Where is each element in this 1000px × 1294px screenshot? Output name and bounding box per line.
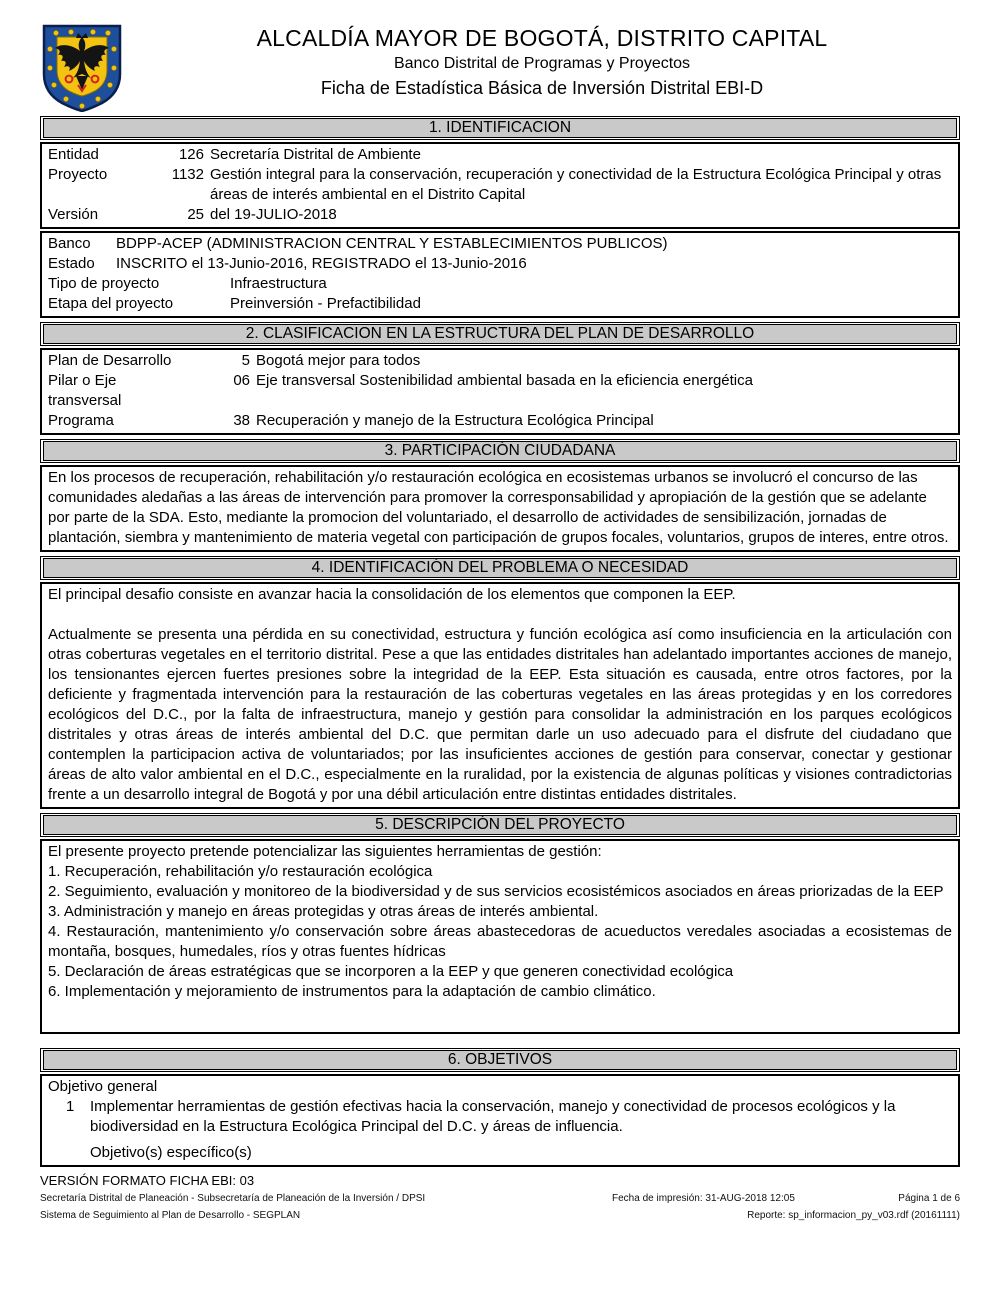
section1-title: 1. IDENTIFICACION [43, 118, 957, 138]
field-label: Plan de Desarrollo [48, 352, 172, 369]
objetivo-number: 1 [66, 1098, 75, 1115]
field-row-etapa-proyecto [48, 294, 952, 314]
section4-header [40, 556, 960, 580]
field-value: INSCRITO el 13-Junio-2016, REGISTRADO el 13-Junio-2016 [116, 255, 527, 272]
field-number: 25 [187, 206, 204, 223]
field-value: Recuperación y manejo de la Estructura Ecológica Principal [256, 412, 654, 429]
section6-header [40, 1048, 960, 1072]
field-label: Tipo de proyecto [48, 275, 160, 292]
section2-title: 2. CLASIFICACION EN LA ESTRUCTURA DEL PLAN DE DESARROLLO [43, 324, 957, 344]
section1-header [40, 116, 960, 140]
objetivos-box [40, 1074, 960, 1167]
header-subtitle: Banco Distrital de Programas y Proyectos [393, 55, 691, 72]
objetivo-general-item [48, 1097, 952, 1137]
field-row-programa [48, 411, 952, 431]
field-label: Entidad [48, 146, 99, 163]
field-row-proyecto [48, 165, 952, 205]
identification-box [40, 142, 960, 229]
field-row-entidad [48, 145, 952, 165]
field-label: Banco [48, 235, 91, 252]
section4-title: 4. IDENTIFICACIÓN DEL PROBLEMA O NECESIDAD [43, 558, 957, 578]
section3-title: 3. PARTICIPACIÓN CIUDADANA [43, 441, 957, 461]
field-value: Bogotá mejor para todos [256, 352, 421, 369]
field-number: 5 [241, 352, 250, 369]
field-row-banco [48, 234, 952, 254]
descripcion-line: 1. Recuperación, rehabilitación y/o restauración ecológica [48, 863, 433, 880]
section2-header [40, 322, 960, 346]
footer-system: Sistema de Seguimiento al Plan de Desarrollo - SEGPLAN [40, 1210, 301, 1221]
document-header [40, 22, 960, 112]
footer-entity: Secretaría Distrital de Planeación - Subsecretaría de Planeación de la Inversión / DPSI [40, 1193, 426, 1204]
clasificacion-box [40, 348, 960, 435]
field-number: 1132 [171, 166, 204, 183]
section5-header [40, 813, 960, 837]
field-value: del 19-JULIO-2018 [210, 206, 337, 223]
objetivos-especificos-label: Objetivo(s) específico(s) [90, 1144, 252, 1161]
objetivo-text: Implementar herramientas de gestión efectivas hacia la conservación, manejo y conectividad de procesos ecológicos y la biodiversidad en la Estructura Ecológica Principal del D.C. y áreas de influencia. [90, 1098, 896, 1135]
field-row-estado [48, 254, 952, 274]
field-value: Preinversión - Prefactibilidad [230, 295, 421, 312]
field-label: Estado [48, 255, 95, 272]
descripcion-line: 3. Administración y manejo en áreas protegidas y otras áreas de interés ambiental. [48, 903, 599, 920]
problema-paragraph-1: El principal desafio consiste en avanzar hacia la consolidación de los elementos que componen la EEP. [48, 586, 736, 603]
header-doc-type: Ficha de Estadística Básica de Inversión Distrital EBI-D [320, 78, 764, 98]
field-number: 126 [178, 146, 204, 163]
field-value: Gestión integral para la conservación, recuperación y conectividad de la Estructura Ecológica Principal y otras áreas de interés ambiental en el Distrito Capital [210, 166, 942, 203]
field-row-pilar [48, 371, 952, 411]
field-row-plan [48, 351, 952, 371]
field-label: Versión [48, 206, 99, 223]
descripcion-line: El presente proyecto pretende potencializar las siguientes herramientas de gestión: [48, 843, 602, 860]
section5-title: 5. DESCRIPCIÓN DEL PROYECTO [43, 815, 957, 835]
section3-header [40, 439, 960, 463]
participacion-paragraph: En los procesos de recuperación, rehabilitación y/o restauración ecológica en ecosistemas urbanos se involucró el concurso de las comunidades aledañas a las áreas de intervención para promover la corresponsabilidad y apropiación de la gestión que se adelante por parte de la SDA. Esto, mediante la promocion del voluntariado, el desarrollo de actividades de sensibilización, jornadas de plantación, siembra y mantenimiento de materia vegetal con participación de grupos focales, voluntarios, grupos de interes, entre otros. [48, 469, 949, 546]
descripcion-line: 2. Seguimiento, evaluación y monitoreo de la biodiversidad y de sus servicios ecosistémicos asociados en áreas priorizadas de la EEP [48, 883, 944, 900]
problema-box [40, 582, 960, 809]
field-row-version [48, 205, 952, 225]
footer-page-number: Página 1 de 6 [898, 1193, 960, 1204]
field-row-tipo-proyecto [48, 274, 952, 294]
descripcion-line: 6. Implementación y mejoramiento de instrumentos para la adaptación de cambio climático. [48, 983, 656, 1000]
field-label: Proyecto [48, 166, 108, 183]
section6-title: 6. OBJETIVOS [43, 1050, 957, 1070]
footer-row-1 [40, 1191, 960, 1206]
header-titles [124, 22, 960, 99]
problema-paragraph-2: Actualmente se presenta una pérdida en su conectividad, estructura y función ecológica así como insuficiencia en la articulación con otras coberturas vegetales en el territorio distrital. Pese a que las entidades distritales han adelantado importantes acciones de manejo, los tensionantes ejercen fuertes presiones sobre la integridad de la EEP. Esta situación es causada, entre otros factores, por la deficiente y fragmentada intervención para la restauración de las coberturas vegetales en las áreas protegidas y en los corredores ecológicos del D.C., por la falta de infraestructura, manejo y gestión para consolidar la administración en los parques ecológicos distritales y otras áreas de interés ambiental del D.C. que permitan darle un uso adecuado para el disfrute del ciudadano que contemplen la participacion activa de voluntariados; por las insuficientes acciones de gestión para conservar, conectar y gestionar áreas de alto valor ambiental en el D.C., especialmente en la ruralidad, por la existencia de algunas políticas y visiones contradictorias frente a un desarrollo integral de Bogotá y por una débil articulación entre distintas entidades distritales. [48, 626, 952, 803]
footer-report-id: Reporte: sp_informacion_py_v03.rdf (20161111) [747, 1210, 960, 1221]
field-number: 06 [233, 372, 250, 389]
field-number: 38 [233, 412, 250, 429]
field-value: Secretaría Distrital de Ambiente [210, 146, 421, 163]
footer-version-line: VERSIÓN FORMATO FICHA EBI: 03 [40, 1173, 255, 1188]
descripcion-line: 5. Declaración de áreas estratégicas que se incorporen a la EEP y que generen conectividad ecológica [48, 963, 734, 980]
participacion-box [40, 465, 960, 552]
field-value: Eje transversal Sostenibilidad ambiental basada en la eficiencia energética [256, 372, 753, 389]
descripcion-line: 4. Restauración, mantenimiento y/o conservación sobre áreas abastecedoras de acueductos veredales asociadas a ecosistemas de montaña, bosques, humedales, ríos y otras fuentes hídricas [48, 923, 952, 960]
field-value: Infraestructura [230, 275, 327, 292]
identification-details-box [40, 231, 960, 318]
footer-print-date: Fecha de impresión: 31-AUG-2018 12:05 [612, 1193, 795, 1204]
field-label: Etapa del proyecto [48, 295, 174, 312]
field-label: Pilar o Eje transversal [48, 372, 122, 409]
descripcion-box [40, 839, 960, 1034]
objetivo-general-label: Objetivo general [48, 1078, 158, 1095]
footer-row-2 [40, 1208, 960, 1223]
field-label: Programa [48, 412, 114, 429]
page-title: ALCALDÍA MAYOR DE BOGOTÁ, DISTRITO CAPITAL [256, 25, 828, 51]
field-value: BDPP-ACEP (ADMINISTRACION CENTRAL Y ESTABLECIMIENTOS PUBLICOS) [116, 235, 668, 252]
bogota-coat-of-arms-logo [40, 22, 124, 112]
